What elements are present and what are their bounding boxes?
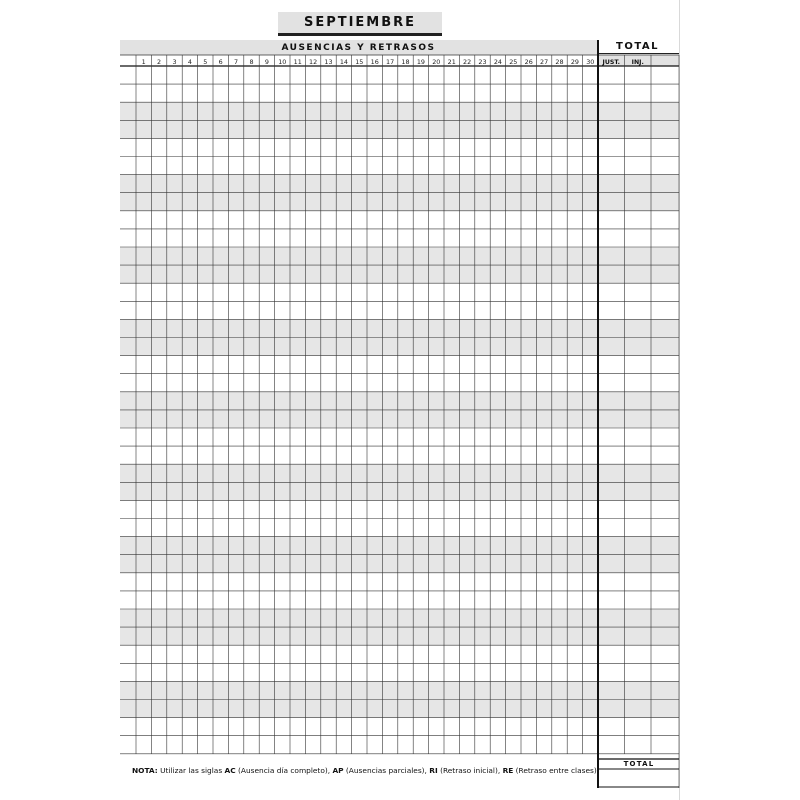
day-label-23: 23 [478, 57, 487, 66]
day-label-24: 24 [493, 57, 502, 66]
day-label-2: 2 [157, 57, 162, 66]
stripe-row [120, 609, 679, 627]
stripe-row [120, 392, 679, 410]
stripe-row [120, 410, 679, 428]
note-code-ac: AC [224, 766, 236, 775]
day-label-11: 11 [293, 57, 302, 66]
note-code-ap: AP [332, 766, 344, 775]
stripe-row [120, 482, 679, 500]
day-label-10: 10 [278, 57, 287, 66]
note-intro: Utilizar las siglas [157, 766, 225, 775]
total-inj-label: INJ. [631, 58, 644, 66]
day-label-5: 5 [203, 57, 208, 66]
day-label-4: 4 [187, 57, 192, 66]
day-label-14: 14 [339, 57, 348, 66]
day-label-13: 13 [324, 57, 333, 66]
day-label-25: 25 [509, 57, 518, 66]
day-label-21: 21 [447, 57, 456, 66]
month-title: SEPTIEMBRE [278, 12, 442, 36]
day-label-19: 19 [416, 57, 425, 66]
stripe-row [120, 464, 679, 482]
stripe-row [120, 120, 679, 138]
day-label-6: 6 [218, 57, 223, 66]
note-desc-ri: (Retraso inicial), [437, 766, 503, 775]
footer-total-title: TOTAL [623, 760, 655, 768]
day-label-17: 17 [386, 57, 395, 66]
day-label-12: 12 [309, 57, 318, 66]
total-title: TOTAL [599, 40, 679, 54]
day-label-26: 26 [524, 57, 533, 66]
day-label-27: 27 [540, 57, 549, 66]
stripe-row [120, 102, 679, 120]
stripe-row [120, 175, 679, 193]
stripe-row [120, 247, 679, 265]
stripe-row [120, 193, 679, 211]
stripe-row [120, 319, 679, 337]
stripe-row [120, 627, 679, 645]
day-label-15: 15 [355, 57, 364, 66]
day-label-20: 20 [432, 57, 441, 66]
day-label-1: 1 [141, 57, 146, 66]
day-label-28: 28 [555, 57, 564, 66]
total-just-label: JUST. [602, 58, 620, 66]
note-desc-ap: (Ausencias parciales), [343, 766, 430, 775]
stripe-row [120, 265, 679, 283]
footer-note [132, 766, 602, 775]
day-label-22: 22 [463, 57, 472, 66]
note-desc-re: (Retraso entre clases) [513, 766, 597, 775]
note-desc-ac: (Ausencia día completo), [235, 766, 333, 775]
day-label-3: 3 [172, 57, 177, 66]
day-label-16: 16 [370, 57, 379, 66]
stripe-row [120, 681, 679, 699]
note-label: NOTA: [132, 766, 158, 775]
stripe-row [120, 537, 679, 555]
day-label-8: 8 [249, 57, 254, 66]
day-label-18: 18 [401, 57, 410, 66]
section-title: AUSENCIAS Y RETRASOS [120, 40, 597, 55]
note-code-re: RE [502, 766, 514, 775]
stripe-row [120, 338, 679, 356]
day-label-30: 30 [586, 57, 595, 66]
stripe-row [120, 700, 679, 718]
stripe-row [120, 555, 679, 573]
note-code-ri: RI [429, 766, 438, 775]
day-label-7: 7 [234, 57, 239, 66]
day-label-9: 9 [264, 57, 269, 66]
day-label-29: 29 [570, 57, 579, 66]
